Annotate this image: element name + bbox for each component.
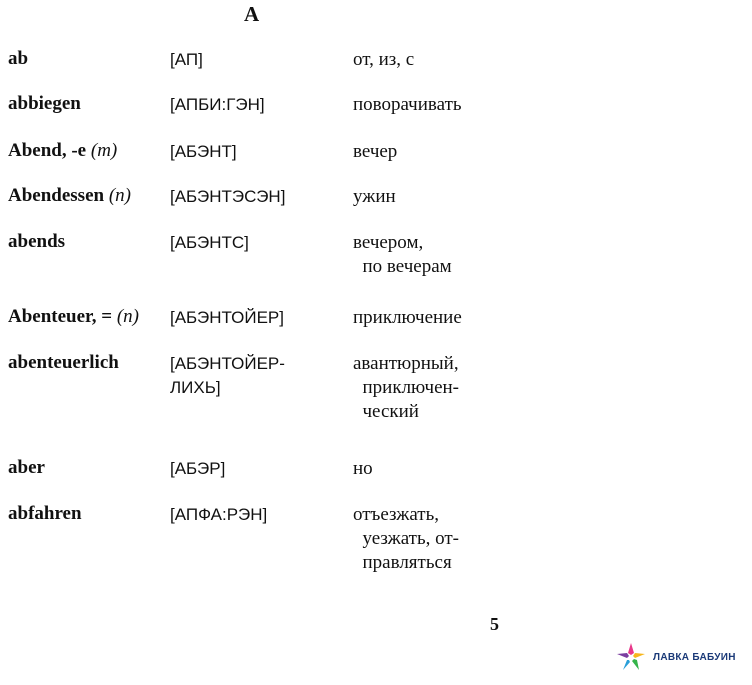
entry-meaning: поворачивать	[353, 94, 462, 115]
entry-transcription: [АБЭНТЭСЭН]	[170, 187, 286, 206]
page-number: 5	[490, 614, 499, 634]
section-letter: A	[244, 2, 260, 26]
entry-gender: (n)	[108, 185, 131, 206]
entry-meaning: ужин	[353, 186, 396, 207]
entry-word: Abenteuer, = (n)	[8, 306, 139, 327]
entry-transcription: [АБЭНТС]	[170, 233, 249, 252]
entry-meaning: авантюрный, приключен- ческий	[353, 353, 460, 422]
entry-word: abbiegen	[8, 93, 81, 114]
entry-gender: (m)	[90, 140, 118, 161]
entry-word: Abendessen (n)	[8, 185, 131, 206]
entry-meaning: вечер	[353, 141, 398, 162]
entry-transcription: [АБЭНТ]	[170, 142, 237, 161]
entry-transcription: [АБЭР]	[170, 459, 226, 478]
entry-word: Abend, -e (m)	[8, 140, 118, 161]
logo-text: ЛАВКА БАБУИН	[653, 651, 736, 663]
entry-word: abends	[8, 231, 66, 252]
entry-transcription: [АПФА:РЭН]	[170, 505, 268, 524]
watermark-logo	[616, 642, 736, 672]
entry-transcription: [АП]	[170, 50, 203, 69]
entry-meaning: но	[353, 458, 373, 479]
entry-meaning: вечером, по вечерам	[353, 232, 452, 277]
entry-meaning: отъезжать, уезжать, от- правляться	[353, 504, 459, 573]
entry-transcription: [АПБИ:ГЭН]	[170, 95, 265, 114]
entry-gender: (n)	[116, 306, 139, 327]
star-logo-icon	[616, 642, 646, 672]
entry-word: abfahren	[8, 503, 82, 524]
entry-transcription: [АБЭНТОЙЕР]	[170, 308, 284, 327]
entry-word: aber	[8, 457, 45, 478]
entry-meaning: от, из, с	[353, 49, 415, 70]
entry-word: abenteuerlich	[8, 352, 119, 373]
entry-meaning: приключение	[353, 307, 462, 328]
entry-transcription: [АБЭНТОЙЕР- ЛИХЬ]	[170, 354, 285, 397]
entry-word: ab	[8, 48, 29, 69]
